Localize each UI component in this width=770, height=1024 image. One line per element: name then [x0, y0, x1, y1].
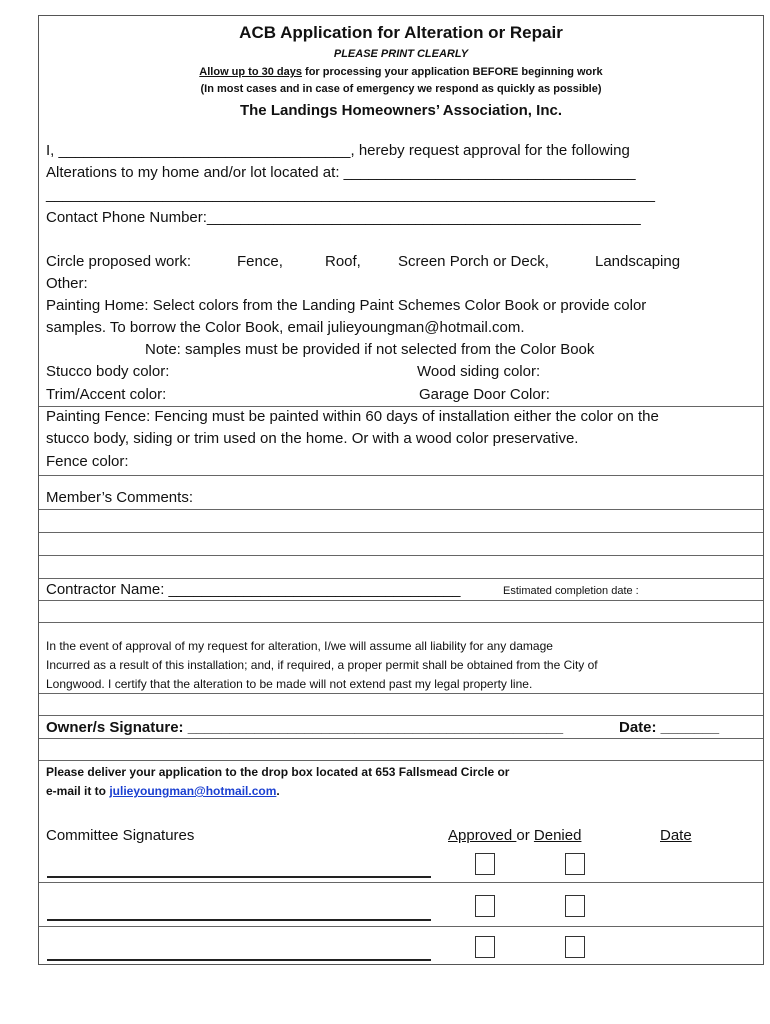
please-print-notice: PLEASE PRINT CLEARLY [333, 48, 469, 60]
painting-home-text: Painting Home: Select colors from the Landing Paint Schemes Color Book or provide color [46, 297, 647, 314]
delivery-instructions: Please deliver your application to the drop box located at 653 Fallsmead Circle or [46, 765, 510, 779]
contractor-name-line[interactable]: Contractor Name: ___________________________________ [46, 581, 461, 598]
work-option-fence[interactable]: Fence, [237, 253, 283, 270]
divider [39, 882, 763, 883]
divider [39, 475, 763, 476]
divider [39, 406, 763, 407]
garage-door-color-label: Garage Door Color: [419, 386, 550, 403]
denied-checkbox-3[interactable] [565, 936, 585, 958]
trim-color-label: Trim/Accent color: [46, 386, 167, 403]
processing-days: Allow up to 30 days [199, 66, 302, 78]
denied-checkbox-1[interactable] [565, 853, 585, 875]
divider [39, 715, 763, 716]
denied-checkbox-2[interactable] [565, 895, 585, 917]
work-option-landscaping[interactable]: Landscaping [595, 253, 681, 270]
wood-siding-color-label: Wood siding color: [417, 363, 541, 380]
painting-fence-text: Painting Fence: Fencing must be painted within 60 days of installation either the color on the [46, 408, 659, 425]
committee-signature-line-2[interactable] [47, 919, 431, 921]
application-form [38, 15, 764, 965]
approved-checkbox-1[interactable] [475, 853, 495, 875]
approved-checkbox-2[interactable] [475, 895, 495, 917]
fence-color-label: Fence color: [46, 453, 129, 470]
divider [39, 760, 763, 761]
email-link[interactable]: julieyoungman@hotmail.com [109, 784, 277, 798]
applicant-name-line[interactable]: I, ___________________________________, hereby request approval for the following [46, 142, 630, 159]
fence-preservative-text: stucco body, siding or trim used on the home. Or with a wood color preservative. [46, 430, 579, 447]
color-book-text: samples. To borrow the Color Book, email julieyoungman@hotmail.com. [46, 319, 525, 336]
samples-note: Note: samples must be provided if not selected from the Color Book [145, 341, 595, 358]
work-other-label: Other: [46, 275, 88, 292]
completion-date-label[interactable]: Estimated completion date : [503, 585, 639, 597]
form-title: ACB Application for Alteration or Repair [239, 23, 563, 42]
approval-header [448, 827, 581, 844]
work-option-screen-porch[interactable]: Screen Porch or Deck, [398, 253, 549, 270]
address-line[interactable]: Alterations to my home and/or lot located at: ___________________________________ [46, 164, 636, 181]
comment-line [39, 509, 763, 510]
comment-line [39, 578, 763, 579]
address-line-2[interactable]: _________________________________________________________________________ [46, 186, 655, 203]
divider [39, 693, 763, 694]
delivery-email-line [46, 784, 280, 798]
work-option-roof[interactable]: Roof, [325, 253, 361, 270]
stucco-color-label: Stucco body color: [46, 363, 170, 380]
processing-text: for processing your application BEFORE beginning work [301, 66, 603, 78]
date-header: Date [660, 827, 692, 844]
comment-line [39, 532, 763, 533]
committee-signatures-label: Committee Signatures [46, 827, 195, 844]
contact-phone-line[interactable]: Contact Phone Number:____________________________________________________ [46, 209, 641, 226]
association-name: The Landings Homeowners’ Association, Inc. [239, 102, 562, 119]
members-comments-label: Member’s Comments: [46, 489, 193, 506]
divider [39, 738, 763, 739]
approved-checkbox-3[interactable] [475, 936, 495, 958]
liability-line-3: Longwood. I certify that the alteration to be made will not extend past my legal property line. [46, 677, 533, 691]
approved-label: Approved [448, 827, 517, 844]
or-label: or [516, 827, 534, 844]
processing-notice [39, 66, 763, 78]
denied-label: Denied [533, 827, 582, 844]
comment-line [39, 555, 763, 556]
divider [39, 622, 763, 623]
divider [39, 926, 763, 927]
committee-signature-line-3[interactable] [47, 959, 431, 961]
liability-line-1: In the event of approval of my request for alteration, I/we will assume all liability for any damage [46, 639, 553, 653]
owner-signature-line[interactable]: Owner/s Signature: _____________________________________________ [46, 719, 564, 736]
committee-signature-line-1[interactable] [47, 876, 431, 878]
liability-line-2: Incurred as a result of this installation; and, if required, a proper permit shall be obtained from the City of [46, 658, 598, 672]
email-suffix: . [276, 784, 280, 798]
emergency-notice: (In most cases and in case of emergency we respond as quickly as possible) [200, 83, 602, 95]
divider [39, 600, 763, 601]
proposed-work-label: Circle proposed work: [46, 253, 192, 270]
owner-date-line[interactable]: Date: _______ [619, 719, 720, 736]
email-prefix: e-mail it to [46, 784, 110, 798]
